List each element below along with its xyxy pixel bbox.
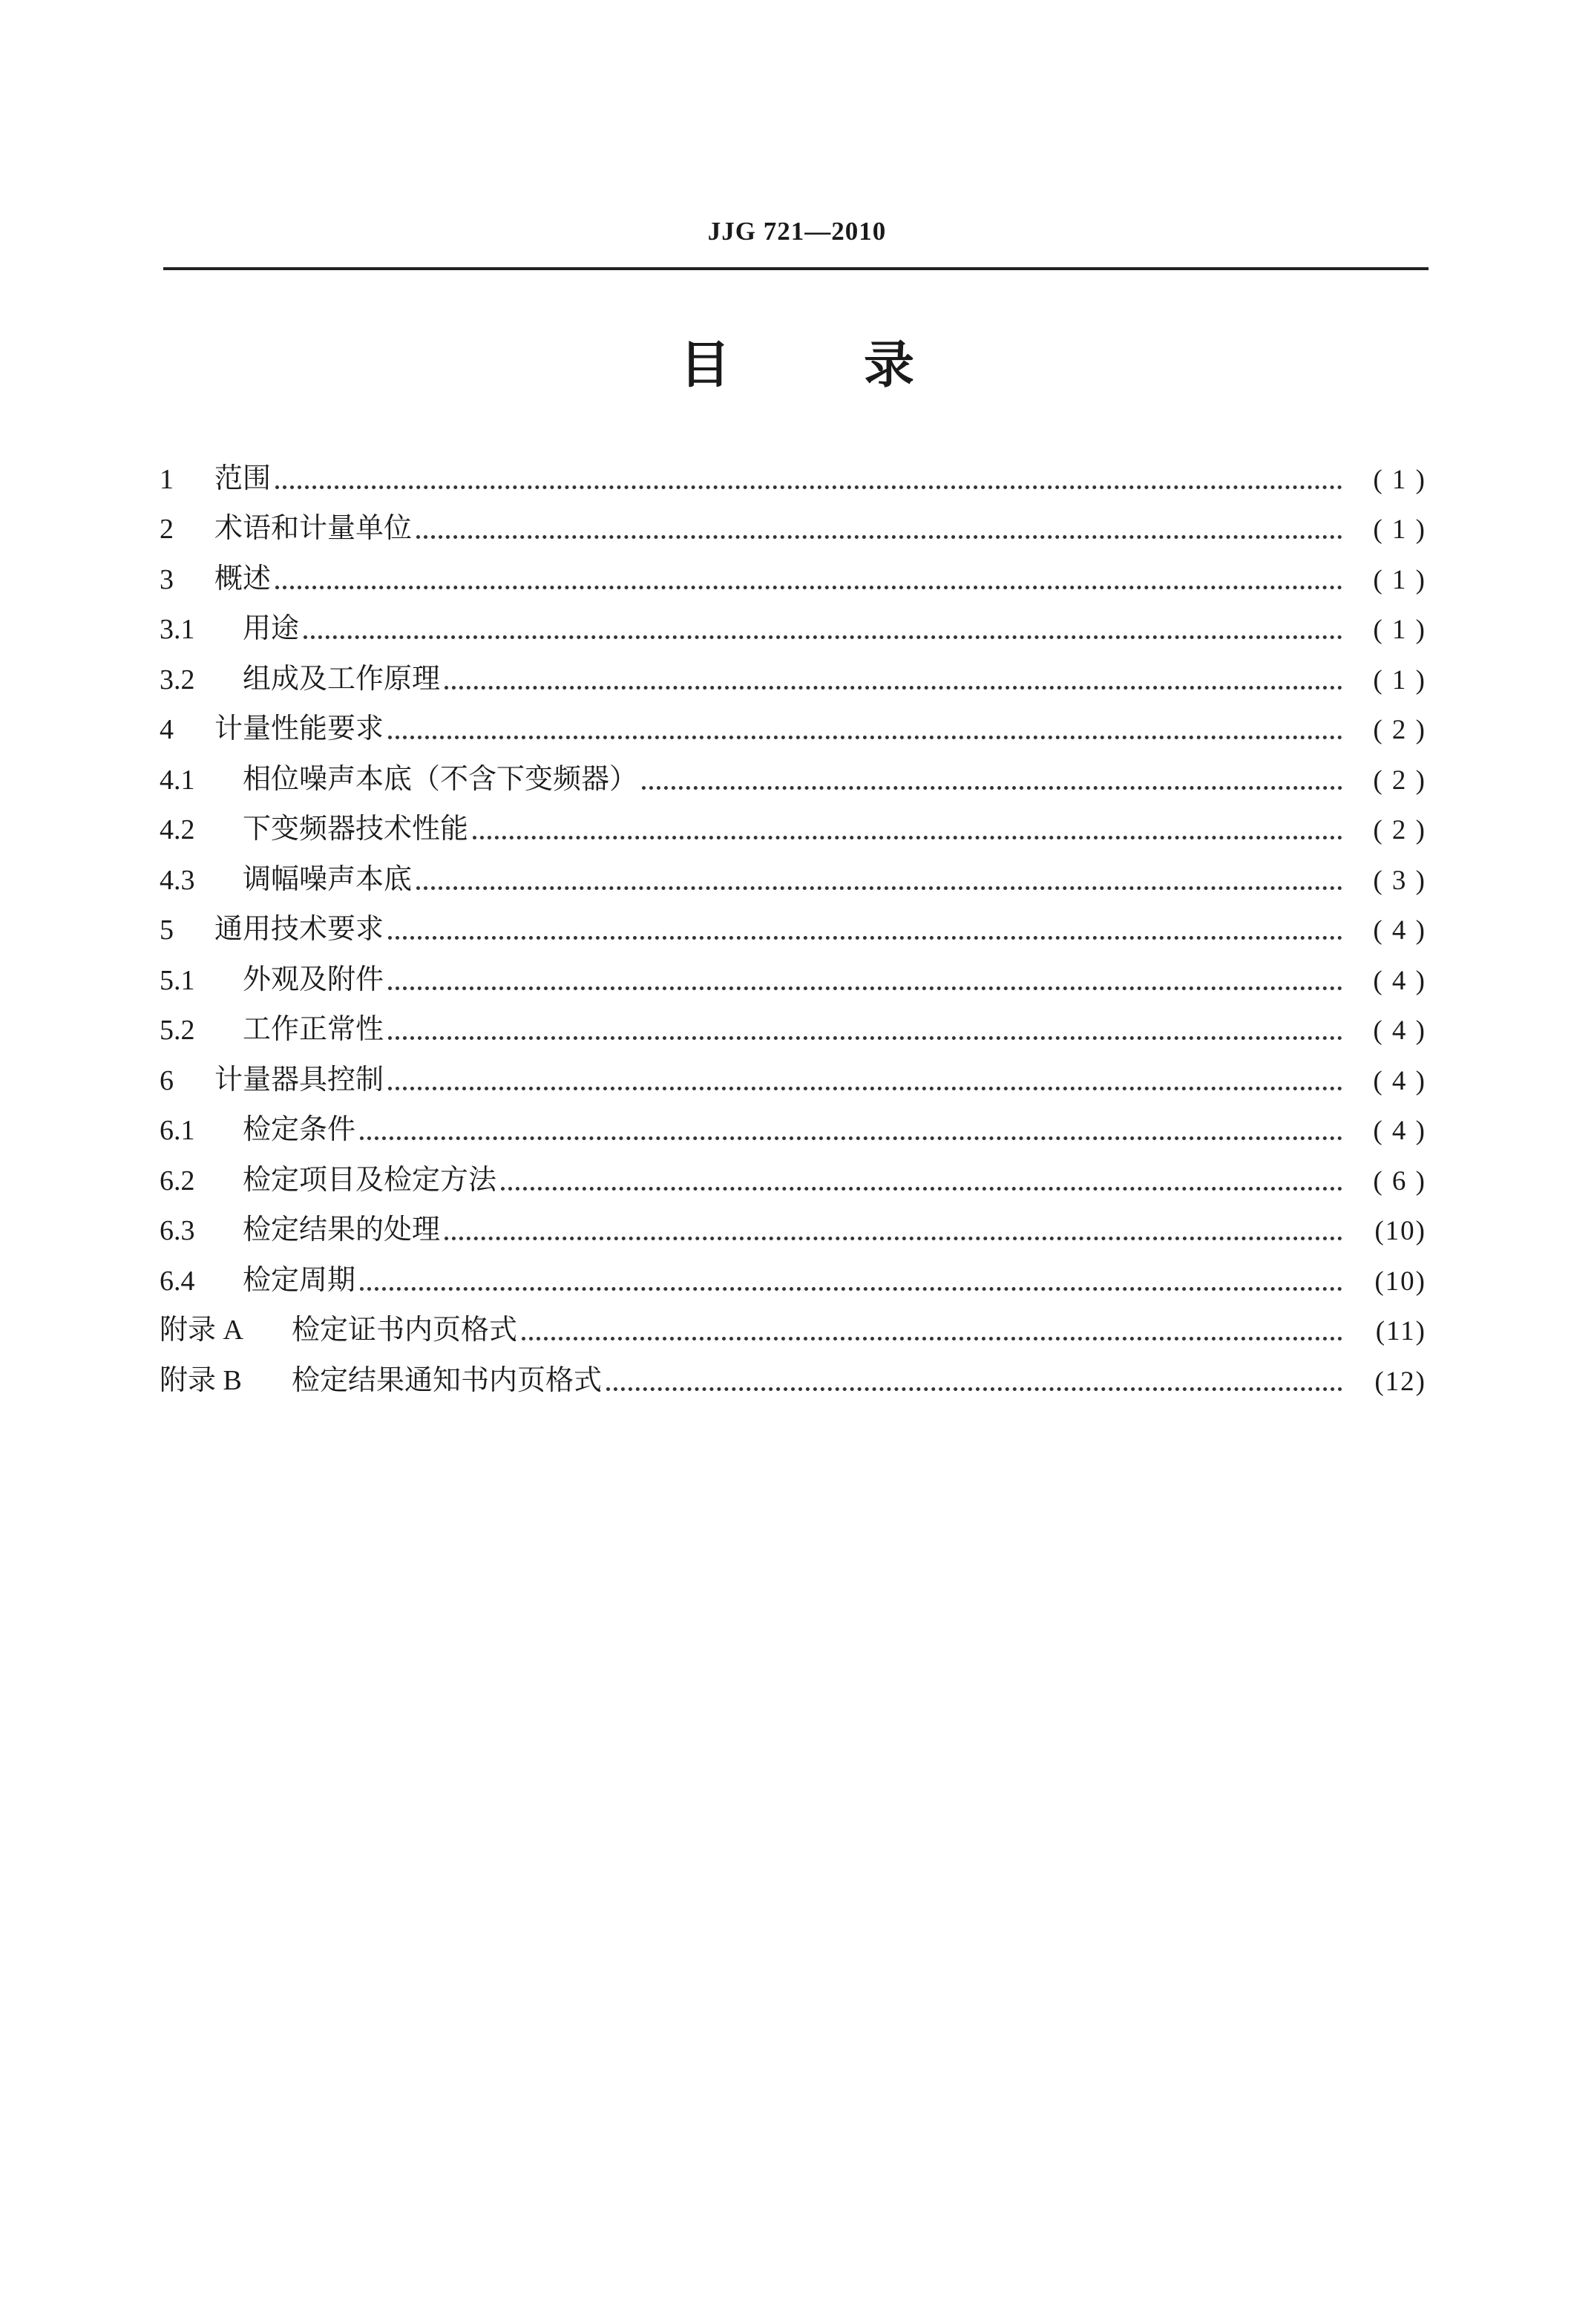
toc-entry-number: 4.3 xyxy=(160,864,195,896)
toc-entry-title: 术语和计量单位 xyxy=(214,511,413,544)
dot-leader xyxy=(501,1187,1342,1191)
toc-entry[interactable] xyxy=(160,596,1426,647)
toc-entry-title: 检定条件 xyxy=(243,1113,356,1145)
dot-leader xyxy=(388,1087,1342,1090)
toc-entry-number: 1 xyxy=(160,463,174,495)
dot-leader xyxy=(304,635,1342,639)
toc-entry-page: ( 4 ) xyxy=(1373,1015,1426,1046)
dot-leader xyxy=(275,485,1342,489)
dot-leader xyxy=(416,886,1342,890)
table-of-contents xyxy=(160,445,1426,1398)
toc-entry[interactable] xyxy=(160,946,1426,997)
toc-entry[interactable] xyxy=(160,746,1426,796)
toc-entry-page: ( 1 ) xyxy=(1373,664,1426,695)
toc-entry-page: ( 4 ) xyxy=(1373,1116,1426,1146)
toc-entry-title: 检定周期 xyxy=(243,1263,356,1296)
standard-code: JJG 721—2010 xyxy=(707,217,887,246)
toc-entry[interactable] xyxy=(160,1047,1426,1097)
toc-entry-title: 计量器具控制 xyxy=(214,1062,384,1096)
toc-entry-number: 3.2 xyxy=(160,664,195,695)
toc-entry-number: 6 xyxy=(160,1064,174,1096)
toc-entry-page: (12) xyxy=(1374,1366,1426,1397)
toc-entry-page: ( 2 ) xyxy=(1373,715,1426,745)
toc-entry-page: (10) xyxy=(1374,1216,1426,1246)
toc-entry-page: ( 1 ) xyxy=(1373,564,1426,595)
toc-entry[interactable] xyxy=(160,1347,1426,1398)
toc-title-char-1: 目 xyxy=(679,336,730,395)
toc-entry[interactable] xyxy=(160,1147,1426,1197)
toc-entry-number: 5 xyxy=(160,914,174,946)
toc-entry-page: ( 6 ) xyxy=(1373,1165,1426,1197)
toc-entry-number: 6.3 xyxy=(160,1215,195,1246)
toc-entry[interactable] xyxy=(160,496,1426,546)
toc-entry[interactable] xyxy=(160,1197,1426,1248)
toc-entry[interactable] xyxy=(160,997,1426,1047)
dot-leader xyxy=(522,1337,1342,1341)
toc-entry-page: ( 4 ) xyxy=(1373,1065,1426,1096)
toc-entry-number: 6.4 xyxy=(160,1265,195,1297)
header-rule xyxy=(163,267,1429,270)
dot-leader xyxy=(388,986,1342,990)
dot-leader xyxy=(360,1287,1342,1291)
dot-leader xyxy=(606,1387,1342,1391)
toc-entry-title: 概述 xyxy=(214,561,272,595)
toc-entry-number: 4.2 xyxy=(160,814,195,845)
toc-entry-number: 3.1 xyxy=(160,614,195,645)
toc-entry-title: 用途 xyxy=(243,612,300,644)
dot-leader xyxy=(388,936,1342,940)
dot-leader xyxy=(473,836,1342,839)
toc-entry-number: 5.1 xyxy=(160,964,195,996)
toc-entry-page: ( 4 ) xyxy=(1373,965,1426,996)
toc-title-char-2: 录 xyxy=(864,336,915,395)
dot-leader xyxy=(416,535,1342,539)
dot-leader xyxy=(360,1136,1342,1140)
toc-entry-page: (10) xyxy=(1374,1266,1426,1297)
toc-entry-number: 附录 B xyxy=(160,1364,242,1396)
toc-entry-number: 2 xyxy=(160,514,174,545)
toc-entry-number: 6.2 xyxy=(160,1165,195,1197)
dot-leader xyxy=(642,786,1342,790)
toc-entry[interactable] xyxy=(160,796,1426,847)
dot-leader xyxy=(388,736,1342,739)
toc-entry-number: 附录 A xyxy=(160,1315,243,1346)
toc-entry-title: 通用技术要求 xyxy=(214,912,384,945)
toc-entry[interactable] xyxy=(160,1097,1426,1148)
dot-leader xyxy=(445,686,1342,690)
toc-entry-title: 外观及附件 xyxy=(243,962,384,995)
toc-entry-title: 检定结果的处理 xyxy=(243,1213,441,1246)
toc-entry[interactable] xyxy=(160,1297,1426,1348)
toc-title xyxy=(0,333,1594,399)
toc-entry-page: ( 1 ) xyxy=(1373,514,1426,545)
toc-entry[interactable] xyxy=(160,696,1426,747)
toc-entry-page: ( 1 ) xyxy=(1373,615,1426,645)
toc-entry-page: ( 4 ) xyxy=(1373,915,1426,946)
toc-entry-title: 检定证书内页格式 xyxy=(292,1313,518,1346)
toc-entry-title: 调幅噪声本底 xyxy=(243,862,413,895)
toc-entry-title: 相位噪声本底（不含下变频器） xyxy=(243,762,638,795)
toc-entry-title: 范围 xyxy=(214,461,272,494)
toc-entry-page: ( 3 ) xyxy=(1373,865,1426,896)
toc-entry-number: 4 xyxy=(160,714,174,745)
toc-entry[interactable] xyxy=(160,897,1426,947)
toc-entry[interactable] xyxy=(160,846,1426,897)
toc-entry-number: 5.2 xyxy=(160,1015,195,1046)
toc-entry[interactable] xyxy=(160,646,1426,696)
toc-entry-title: 计量性能要求 xyxy=(214,712,384,744)
toc-entry[interactable] xyxy=(160,546,1426,596)
toc-entry-number: 6.1 xyxy=(160,1115,195,1146)
toc-entry-page: ( 1 ) xyxy=(1373,464,1426,495)
toc-entry[interactable] xyxy=(160,445,1426,496)
toc-entry-title: 检定项目及检定方法 xyxy=(243,1162,497,1196)
dot-leader xyxy=(445,1237,1342,1240)
toc-entry-number: 3 xyxy=(160,563,174,595)
toc-entry-page: (11) xyxy=(1375,1316,1426,1346)
toc-entry-title: 组成及工作原理 xyxy=(243,661,441,695)
toc-entry-title: 检定结果通知书内页格式 xyxy=(292,1363,603,1396)
toc-entry[interactable] xyxy=(160,1247,1426,1297)
toc-entry-page: ( 2 ) xyxy=(1373,765,1426,796)
toc-entry-number: 4.1 xyxy=(160,764,195,796)
toc-entry-title: 工作正常性 xyxy=(243,1012,384,1045)
dot-leader xyxy=(388,1036,1342,1040)
toc-entry-page: ( 2 ) xyxy=(1373,815,1426,845)
dot-leader xyxy=(275,586,1342,589)
toc-entry-title: 下变频器技术性能 xyxy=(243,812,469,845)
